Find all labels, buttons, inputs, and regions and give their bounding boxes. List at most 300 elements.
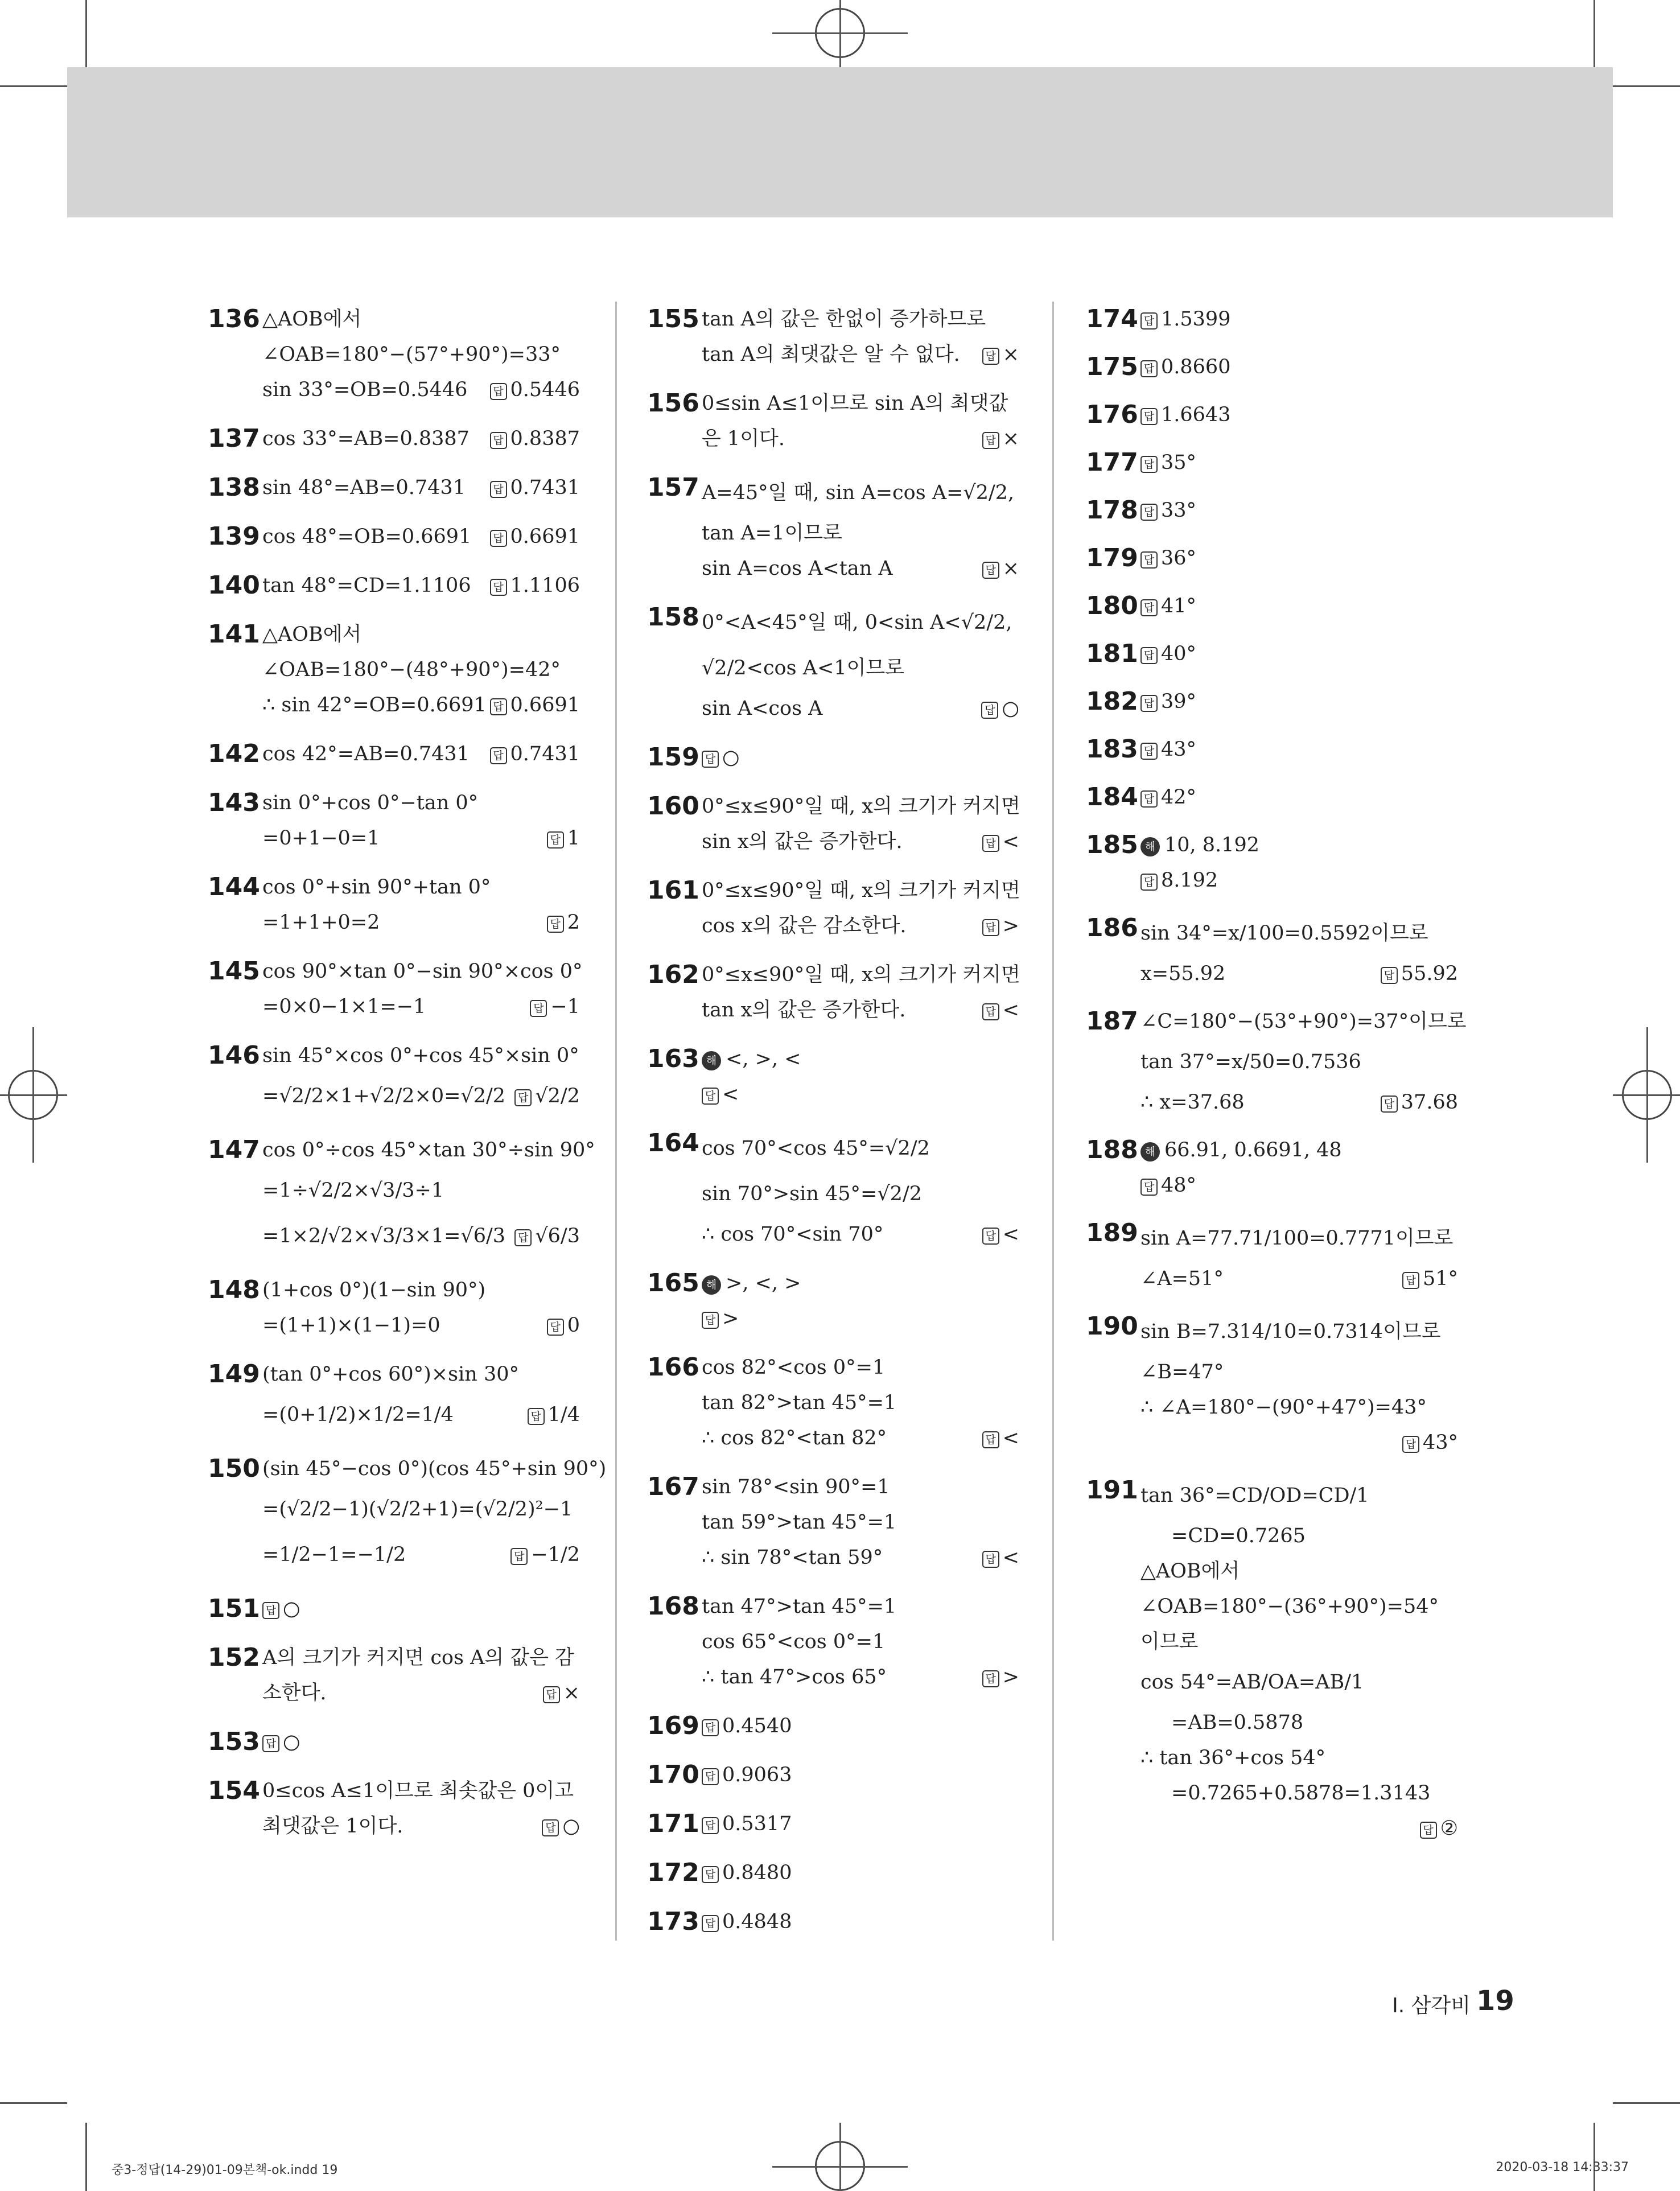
problem-number: 164 [647, 1129, 699, 1158]
answer-value: 답 33° [1140, 499, 1196, 522]
solution-line [647, 1469, 1019, 1505]
solution-text: ∴ sin 42°=OB=0.6691 [262, 694, 487, 716]
problem-number: 146 [208, 1041, 260, 1070]
answer-mark-icon: 답 [702, 1312, 719, 1329]
crop-mark [32, 1027, 34, 1163]
solution-text: 10, 8.192 [1164, 834, 1259, 856]
answer-mark-icon: 답 [982, 1003, 999, 1020]
solution-text: =1/2−1=−1/2 [262, 1543, 406, 1566]
solution-text: 0≤cos A≤1이므로 최솟값은 0이고 [262, 1780, 574, 1802]
answer-mark-icon: 답 [1402, 1272, 1419, 1289]
problem-item [1086, 1216, 1458, 1296]
answer-value: 답 × [982, 427, 1019, 450]
problem-item [1086, 588, 1458, 624]
solution-line [208, 1392, 580, 1438]
answer-mark-icon: 답 [1140, 599, 1158, 616]
solution-line [1086, 541, 1458, 576]
problem-item [647, 1041, 1019, 1112]
crop-mark [0, 85, 67, 87]
solution-text: =(1+1)×(1−1)=0 [262, 1314, 440, 1337]
solution-line [1086, 636, 1458, 672]
solution-text: ∴ cos 82°<tan 82° [702, 1427, 887, 1449]
crop-mark [85, 0, 87, 67]
solution-line [1086, 956, 1458, 991]
solution-text: 0°≤x≤90°일 때, x의 크기가 커지면 [702, 963, 1020, 986]
answer-mark-icon: 답 [1402, 1436, 1419, 1453]
solution-line [647, 470, 1019, 516]
problem-number: 138 [208, 473, 260, 502]
solution-text: tan 59°>tan 45°=1 [702, 1511, 897, 1534]
answer-right [528, 1392, 580, 1438]
problem-number: 182 [1086, 687, 1138, 716]
problem-item [1086, 1004, 1467, 1120]
answer-value: 답 42° [1140, 786, 1196, 809]
solution-text: sin x의 값은 증가한다. [702, 830, 903, 853]
problem-item [647, 740, 1019, 775]
solution-text: (sin 45°−cos 0°)(cos 45°+sin 90°) [262, 1457, 607, 1480]
answer-value: 답 −1 [530, 995, 580, 1018]
answer-value: 답 × [982, 343, 1019, 366]
answer-value: 답 0.5446 [490, 378, 580, 401]
problem-number: 153 [208, 1727, 260, 1756]
answer-right [530, 989, 580, 1024]
solution-line [1086, 1168, 1458, 1203]
solution-line [647, 824, 1019, 859]
answer-value: 답 0.6691 [490, 525, 580, 548]
answer-mark-icon: 답 [1420, 1822, 1437, 1839]
solution-text: =1×2/√2×√3/3×1=√6/3 [262, 1225, 506, 1247]
solution-text: tan 37°=x/50=0.7536 [1140, 1051, 1361, 1073]
solution-line [647, 740, 1019, 775]
answer-value: 답 35° [1140, 451, 1196, 474]
solution-line [647, 1757, 1019, 1793]
solution-line [208, 1486, 580, 1532]
solution-line [1086, 780, 1458, 815]
solution-line [647, 386, 1019, 421]
solution-text: sin 0°+cos 0°−tan 0° [262, 792, 479, 814]
solution-text: ∠A=51° [1140, 1267, 1224, 1290]
solution-text: <, >, < [726, 1048, 801, 1070]
answer-column-1 [208, 302, 607, 1858]
solution-text: sin B=7.314/10=0.7314이므로 [1140, 1320, 1441, 1343]
problem-number: 188 [1086, 1135, 1138, 1164]
crop-mark [1613, 85, 1680, 87]
crop-mark [1593, 0, 1595, 67]
solution-text: tan A=1이므로 [702, 522, 842, 545]
answer-mark-icon: 답 [514, 1229, 532, 1246]
problem-number: 154 [208, 1776, 260, 1805]
solution-line [647, 421, 1019, 456]
solution-text: cos 48°=OB=0.6691 [262, 525, 472, 548]
solution-text: ∴ x=37.68 [1140, 1091, 1245, 1114]
problem-number: 137 [208, 424, 260, 453]
solution-text: cos 0°+sin 90°+tan 0° [262, 876, 491, 899]
crop-mark [839, 0, 841, 67]
solution-text: =CD=0.7265 [1171, 1525, 1306, 1547]
answer-mark-icon: 답 [1140, 408, 1158, 425]
answer-value: 답 < [982, 1223, 1019, 1246]
solution-text: =1÷√2/2×√3/3÷1 [262, 1179, 444, 1202]
solution-line [208, 1168, 580, 1213]
problem-number: 191 [1086, 1476, 1138, 1505]
problem-number: 160 [647, 792, 699, 821]
problem-number: 189 [1086, 1218, 1138, 1247]
answer-value: 답 √2/2 [514, 1085, 580, 1107]
problem-item [1086, 827, 1458, 898]
problem-item [208, 1773, 580, 1844]
explanation-mark-icon: 해 [1140, 1142, 1160, 1162]
solution-line [647, 1806, 1019, 1842]
solution-line [208, 1675, 580, 1711]
answer-value: 답 × [982, 557, 1019, 580]
solution-line [208, 1357, 580, 1392]
problem-number: 142 [208, 739, 260, 768]
problem-item [208, 1038, 580, 1119]
problem-item [208, 1640, 580, 1711]
solution-line [1086, 1659, 1458, 1705]
problem-item [1086, 636, 1458, 672]
problem-number: 173 [647, 1907, 699, 1936]
crop-mark [85, 2123, 87, 2191]
answer-mark-icon: 답 [982, 1228, 999, 1245]
solution-text: △AOB에서 [262, 308, 362, 331]
solution-line [1086, 1216, 1458, 1261]
solution-line [208, 1213, 580, 1259]
solution-line [208, 470, 580, 505]
solution-line [1086, 588, 1458, 624]
solution-text: 0°<A<45°일 때, 0<sin A<√2/2, [702, 611, 1012, 634]
solution-line [208, 870, 580, 905]
solution-text: 66.91, 0.6691, 48 [1164, 1139, 1342, 1162]
solution-line [1086, 1390, 1458, 1425]
answer-right [982, 1217, 1019, 1252]
answer-mark-icon: 답 [1140, 360, 1158, 377]
answer-value: 답 39° [1140, 690, 1196, 713]
answer-mark-icon: 답 [547, 916, 564, 933]
problem-number: 183 [1086, 735, 1138, 764]
solution-line [208, 905, 580, 940]
solution-line [208, 1073, 580, 1119]
problem-item [647, 1708, 1019, 1744]
answer-mark-icon: 답 [981, 702, 998, 719]
answer-value: 답 0.7431 [490, 476, 580, 499]
answer-mark-icon: 답 [528, 1408, 545, 1425]
problem-item [208, 954, 583, 1024]
answer-mark-icon: 답 [1140, 695, 1158, 712]
answer-value: 답 55.92 [1381, 962, 1458, 985]
solution-text: √2/2<cos A<1이므로 [702, 657, 905, 679]
solution-line [208, 302, 580, 337]
answer-value: 답 0 [547, 1314, 580, 1337]
solution-line [647, 1505, 1019, 1540]
answer-right [982, 421, 1019, 456]
column-divider [615, 302, 617, 1941]
solution-text: A의 크기가 커지면 cos A의 값은 감 [262, 1646, 574, 1669]
solution-line [647, 1708, 1019, 1744]
problem-number: 166 [647, 1353, 699, 1382]
problem-item [647, 1855, 1019, 1891]
answer-value: 답 < [982, 1546, 1019, 1569]
problem-item [1086, 349, 1458, 385]
answer-right [982, 1540, 1019, 1575]
problem-number: 144 [208, 872, 260, 901]
solution-text: =√2/2×1+√2/2×0=√2/2 [262, 1085, 506, 1107]
solution-line [208, 785, 580, 821]
answer-value: 답 43° [1402, 1431, 1458, 1454]
page-number: 19 [1476, 1985, 1514, 2017]
answer-value: 답 × [543, 1682, 580, 1704]
problem-number: 140 [208, 571, 260, 600]
solution-text: =(√2/2−1)(√2/2+1)=(√2/2)²−1 [262, 1498, 573, 1521]
answer-mark-icon: 답 [702, 1866, 719, 1883]
problem-number: 172 [647, 1858, 699, 1887]
problem-item [1086, 732, 1458, 767]
answer-value: 답 ○ [702, 746, 740, 769]
solution-line [647, 789, 1019, 824]
solution-text: sin 70°>sin 45°=√2/2 [702, 1183, 922, 1205]
solution-line [208, 372, 580, 407]
section-title: I. 삼각비 [1392, 1994, 1471, 2017]
answer-mark-icon: 답 [490, 432, 507, 449]
answer-value: 답 > [982, 1666, 1019, 1688]
answer-value: 답 37.68 [1381, 1091, 1458, 1114]
problem-number: 184 [1086, 782, 1138, 812]
answer-value: 답 1/4 [528, 1403, 580, 1426]
answer-value: 답 36° [1140, 547, 1196, 570]
problem-number: 187 [1086, 1007, 1138, 1036]
answer-right [982, 1420, 1019, 1456]
answer-value: 답 0.5317 [702, 1813, 792, 1835]
solution-text: ∠OAB=180°−(36°+90°)=54° [1140, 1595, 1439, 1618]
problem-number: 178 [1086, 496, 1138, 525]
problem-number: 150 [208, 1454, 260, 1483]
answer-right [510, 1532, 580, 1578]
solution-line [1086, 397, 1458, 433]
problem-item [1086, 445, 1458, 480]
problem-item [208, 617, 580, 723]
answer-mark-icon: 답 [702, 1817, 719, 1834]
solution-line [647, 1077, 1019, 1112]
problem-item [647, 600, 1019, 726]
answer-mark-icon: 답 [1140, 551, 1158, 569]
answer-right [982, 337, 1019, 372]
solution-line [647, 1589, 1019, 1624]
solution-line [647, 1217, 1019, 1252]
problem-number: 171 [647, 1809, 699, 1838]
answer-right [982, 992, 1019, 1028]
solution-text: =AB=0.5878 [1171, 1711, 1304, 1734]
problem-item [208, 736, 580, 772]
answer-right [1381, 1085, 1458, 1120]
solution-text: ∴ tan 36°+cos 54° [1140, 1747, 1326, 1769]
solution-line [1086, 1589, 1458, 1624]
problem-number: 169 [647, 1711, 699, 1740]
problem-number: 190 [1086, 1312, 1138, 1341]
solution-line [1086, 1261, 1458, 1296]
answer-value: 답 > [702, 1307, 739, 1330]
problem-item [647, 386, 1019, 456]
solution-line [647, 957, 1019, 992]
problem-item [208, 1272, 580, 1343]
solution-text: tan 47°>tan 45°=1 [702, 1595, 897, 1618]
solution-text: 0°≤x≤90°일 때, x의 크기가 커지면 [702, 879, 1020, 902]
solution-line [208, 736, 580, 772]
problem-item [647, 1757, 1019, 1793]
solution-line [1086, 349, 1458, 385]
answer-right [981, 691, 1019, 726]
answer-right [490, 421, 580, 456]
answer-value: 답 −1/2 [510, 1543, 580, 1566]
answer-mark-icon: 답 [982, 1670, 999, 1687]
answer-right [1381, 956, 1458, 991]
solution-line [647, 1855, 1019, 1891]
problem-number: 181 [1086, 639, 1138, 668]
solution-line [647, 691, 1019, 726]
answer-value: 답 40° [1140, 643, 1196, 665]
answer-right [514, 1213, 580, 1259]
answer-mark-icon: 답 [514, 1089, 532, 1106]
crop-mark [1593, 2123, 1595, 2191]
answer-value: 답 48° [1140, 1174, 1196, 1197]
solution-line [647, 1350, 1019, 1385]
problem-item [1086, 1132, 1458, 1203]
solution-line [1086, 684, 1458, 719]
solution-line [1086, 445, 1458, 480]
problem-number: 179 [1086, 543, 1138, 573]
solution-line [647, 1659, 1019, 1695]
problem-number: 151 [208, 1594, 260, 1623]
answer-mark-icon: 답 [490, 747, 507, 764]
problem-item [1086, 302, 1458, 337]
answer-value: 답 < [982, 830, 1019, 853]
explanation-mark-icon: 해 [1140, 837, 1160, 856]
answer-value: 답 < [982, 999, 1019, 1022]
solution-line [647, 873, 1019, 908]
solution-text: △AOB에서 [1140, 1560, 1240, 1583]
solution-line [208, 821, 580, 856]
problem-number: 156 [647, 389, 699, 418]
problem-number: 145 [208, 957, 260, 986]
solution-text: =1+1+0=2 [262, 911, 380, 934]
solution-line [208, 1809, 580, 1844]
answer-value: 답 √6/3 [514, 1225, 580, 1247]
solution-text: =(0+1/2)×1/2=1/4 [262, 1403, 454, 1426]
answer-mark-icon: 답 [982, 562, 999, 579]
problem-item [1086, 911, 1458, 991]
answer-mark-icon: 답 [982, 1431, 999, 1448]
answer-mark-icon: 답 [490, 579, 507, 596]
problem-item [1086, 541, 1458, 576]
solution-text: tan 36°=CD/OD=CD/1 [1140, 1484, 1369, 1507]
answer-mark-icon: 답 [490, 481, 507, 498]
answer-value: 답 1.1106 [490, 574, 580, 597]
crop-mark [1646, 1027, 1648, 1163]
solution-line [208, 1272, 580, 1308]
solution-text: sin 45°×cos 0°+cos 45°×sin 0° [262, 1044, 579, 1067]
answer-value: 답 2 [547, 911, 580, 934]
problem-item [1086, 780, 1458, 815]
problem-number: 165 [647, 1269, 699, 1298]
answer-mark-icon: 답 [1140, 456, 1158, 473]
answer-mark-icon: 답 [490, 383, 507, 400]
answer-right [490, 736, 580, 772]
problem-number: 175 [1086, 352, 1138, 381]
answer-value: 답 ○ [262, 1731, 300, 1753]
answer-right [542, 1809, 580, 1844]
solution-line [1086, 1085, 1458, 1120]
solution-text: tan x의 값은 증가한다. [702, 999, 906, 1022]
solution-text: =0+1−0=1 [262, 827, 380, 850]
answer-mark-icon: 답 [547, 831, 564, 849]
solution-line [1086, 863, 1458, 898]
problem-item [208, 519, 580, 554]
solution-text: 0°≤x≤90°일 때, x의 크기가 커지면 [702, 795, 1020, 818]
solution-line [647, 1624, 1019, 1659]
solution-line [1086, 1473, 1458, 1518]
solution-text: sin 78°<sin 90°=1 [702, 1476, 890, 1498]
answer-value: 답 0.8480 [702, 1861, 792, 1884]
answer-value: 답 1 [547, 827, 580, 850]
solution-text: 소한다. [262, 1682, 327, 1704]
solution-text: 최댓값은 1이다. [262, 1815, 403, 1838]
answer-right [490, 470, 580, 505]
answer-value: 답 ○ [262, 1597, 300, 1620]
problem-item [208, 1724, 580, 1760]
answer-right [490, 519, 580, 554]
solution-line [208, 652, 580, 687]
problem-number: 157 [647, 473, 699, 502]
problem-number: 180 [1086, 591, 1138, 620]
solution-line [647, 1904, 1019, 1939]
problem-number: 185 [1086, 830, 1138, 859]
answer-mark-icon: 답 [1140, 743, 1158, 760]
answer-value: 답 0.4540 [702, 1715, 792, 1737]
solution-text: sin A=cos A<tan A [702, 557, 893, 580]
crop-mark [839, 2123, 841, 2191]
answer-right [982, 824, 1019, 859]
answer-mark-icon: 답 [982, 835, 999, 852]
problem-item [208, 421, 580, 456]
solution-line [647, 1126, 1019, 1171]
problem-item [647, 1589, 1019, 1695]
solution-line [208, 1640, 580, 1675]
solution-line [208, 1308, 580, 1343]
answer-mark-icon: 답 [1381, 1096, 1398, 1113]
problem-number: 147 [208, 1135, 260, 1164]
problem-item [647, 873, 1019, 944]
answer-right [547, 1308, 580, 1343]
answer-right [982, 551, 1019, 586]
solution-line [647, 337, 1019, 372]
problem-number: 162 [647, 960, 699, 989]
answer-mark-icon: 답 [702, 751, 719, 768]
answer-right [547, 821, 580, 856]
answer-mark-icon: 답 [1140, 647, 1158, 664]
answer-right [982, 908, 1019, 944]
solution-text: x=55.92 [1140, 962, 1226, 985]
answer-mark-icon: 답 [702, 1768, 719, 1785]
solution-line [208, 337, 580, 372]
solution-text: cos 70°<cos 45°=√2/2 [702, 1137, 930, 1160]
problem-item [647, 957, 1019, 1028]
solution-line [208, 687, 580, 723]
answer-mark-icon: 답 [547, 1319, 564, 1336]
problem-number: 159 [647, 743, 699, 772]
crop-mark [1613, 2102, 1680, 2104]
problem-number: 143 [208, 788, 260, 817]
answer-right [1420, 1811, 1458, 1846]
solution-line [1086, 1705, 1458, 1740]
